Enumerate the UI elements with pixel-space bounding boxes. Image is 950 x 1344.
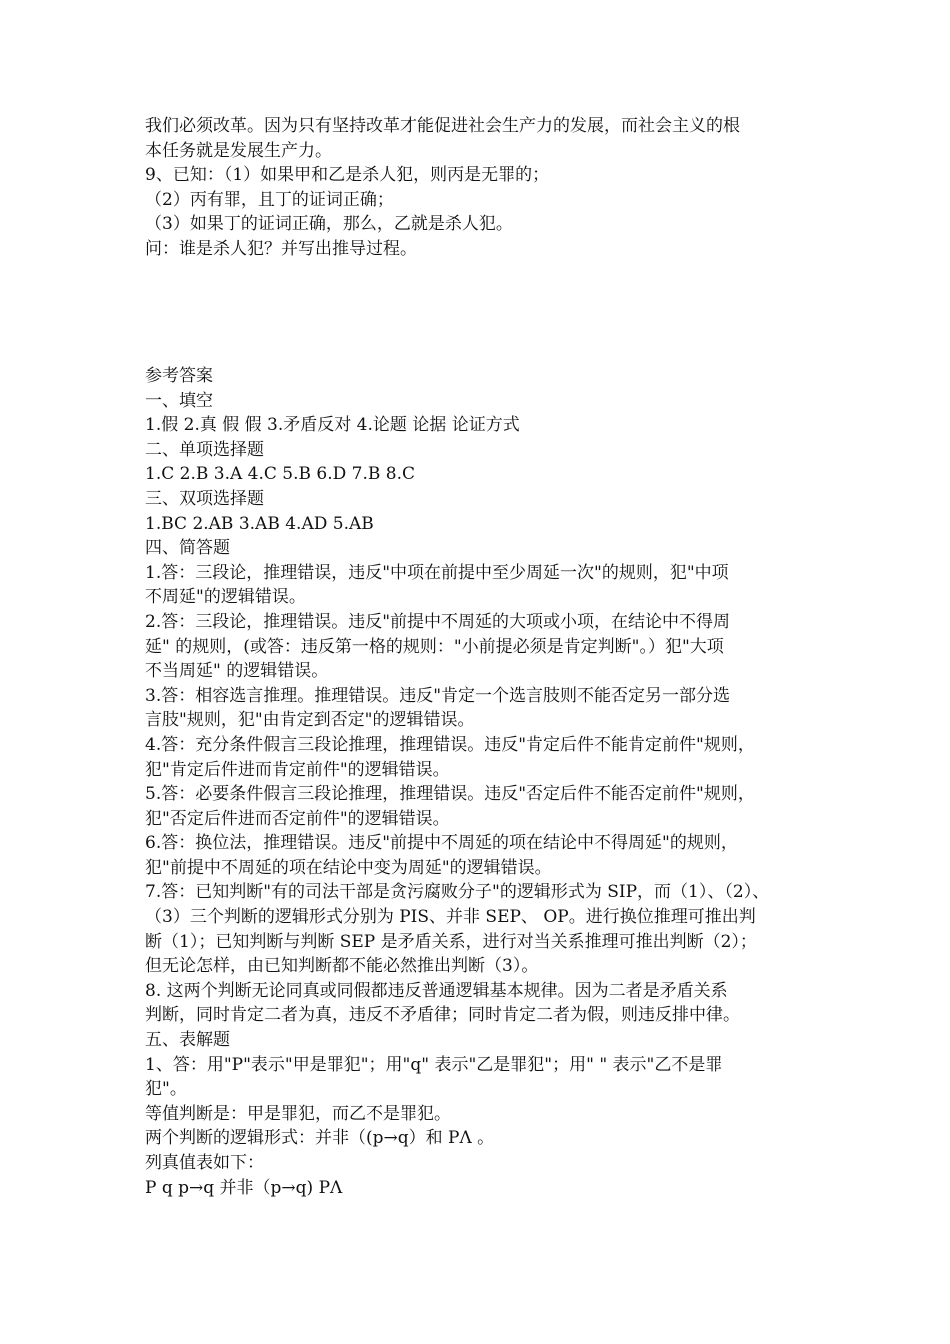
answer-line: 判断，同时肯定二者为真，违反不矛盾律；同时肯定二者为假，则违反排中律。 — [145, 1005, 740, 1026]
answer-line: 断（1）；已知判断与判断 SEP 是矛盾关系，进行对当关系推理可推出判断（2）； — [145, 931, 757, 952]
answer-line: 犯"否定后件进而否定前件"的逻辑错误。 — [145, 808, 450, 829]
answer-line: 两个判断的逻辑形式：并非（(p→q）和 PΛ 。 — [145, 1128, 495, 1149]
section-heading: 五、表解题 — [145, 1030, 230, 1051]
answer-line: 1.答：三段论，推理错误，违反"中项在前提中至少周延一次"的规则，犯"中项 — [145, 562, 729, 583]
section-heading: 一、填空 — [145, 390, 213, 411]
section-heading: 二、单项选择题 — [145, 439, 264, 460]
section-heading: 三、双项选择题 — [145, 488, 264, 509]
answers-title: 参考答案 — [145, 366, 213, 386]
truth-table-header: P q p→q 并非（p→q) PΛ — [145, 1177, 343, 1198]
text-line: （3）如果丁的证词正确，那么，乙就是杀人犯。 — [145, 214, 513, 235]
answer-line: 1.假 2.真 假 假 3.矛盾反对 4.论题 论据 论证方式 — [145, 415, 520, 436]
answer-section — [145, 364, 810, 1200]
answer-line: 7.答：已知判断"有的司法干部是贪污腐败分子"的逻辑形式为 SIP，而（1）、（2）、 — [145, 882, 770, 903]
answer-line: 1、答：用"P"表示"甲是罪犯"；用"q" 表示"乙是罪犯"；用" " 表示"乙不是罪 — [145, 1054, 723, 1075]
answer-line: 4.答：充分条件假言三段论推理，推理错误。违反"肯定后件不能肯定前件"规则， — [145, 734, 755, 755]
answer-line: 6.答：换位法，推理错误。违反"前提中不周延的项在结论中不得周延"的规则， — [145, 833, 738, 854]
question-9-line: 9、已知：（1）如果甲和乙是杀人犯，则丙是无罪的； — [145, 165, 550, 186]
text-line: 本任务就是发展生产力。 — [145, 140, 332, 161]
answer-line: 1.C 2.B 3.A 4.C 5.B 6.D 7.B 8.C — [145, 464, 415, 485]
answer-line: 等值判断是：甲是罪犯，而乙不是罪犯。 — [145, 1103, 451, 1124]
answer-line: 延" 的规则，(或答：违反第一格的规则："小前提必须是肯定判断"。）犯"大项 — [145, 636, 724, 657]
answer-line: 8. 这两个判断无论同真或同假都违反普通逻辑基本规律。因为二者是矛盾关系 — [145, 980, 728, 1001]
answer-line: 1.BC 2.AB 3.AB 4.AD 5.AB — [145, 513, 374, 534]
answer-line: 3.答：相容选言推理。推理错误。违反"肯定一个选言肢则不能否定另一部分选 — [145, 685, 731, 706]
answer-line: 言肢"规则，犯"由肯定到否定"的逻辑错误。 — [145, 710, 475, 731]
answer-line: 犯"肯定后件进而肯定前件"的逻辑错误。 — [145, 759, 450, 780]
text-line: 我们必须改革。因为只有坚持改革才能促进社会生产力的发展，而社会主义的根 — [145, 116, 740, 136]
answer-line: （3）三个判断的逻辑形式分别为 PIS、并非 SEP、 OP。进行换位推理可推出判 — [145, 907, 756, 928]
answer-line: 不周延"的逻辑错误。 — [145, 587, 306, 608]
section-heading: 四、简答题 — [145, 538, 230, 559]
answer-line: 但无论怎样，由已知判断都不能必然推出判断（3）。 — [145, 956, 539, 977]
text-line: 问：谁是杀人犯？并写出推导过程。 — [145, 238, 417, 259]
answer-line: 5.答：必要条件假言三段论推理，推理错误。违反"否定后件不能否定前件"规则， — [145, 784, 755, 805]
answer-line: 列真值表如下： — [145, 1153, 264, 1173]
answer-line: 犯"。 — [145, 1079, 187, 1100]
answer-line: 犯"前提中不周延的项在结论中变为周延"的逻辑错误。 — [145, 857, 552, 878]
answer-line: 2.答：三段论，推理错误。违反"前提中不周延的大项或小项，在结论中不得周 — [145, 611, 731, 632]
question-section — [145, 114, 810, 262]
text-line: （2）丙有罪，且丁的证词正确； — [145, 189, 394, 210]
answer-line: 不当周延" 的逻辑错误。 — [145, 661, 329, 682]
